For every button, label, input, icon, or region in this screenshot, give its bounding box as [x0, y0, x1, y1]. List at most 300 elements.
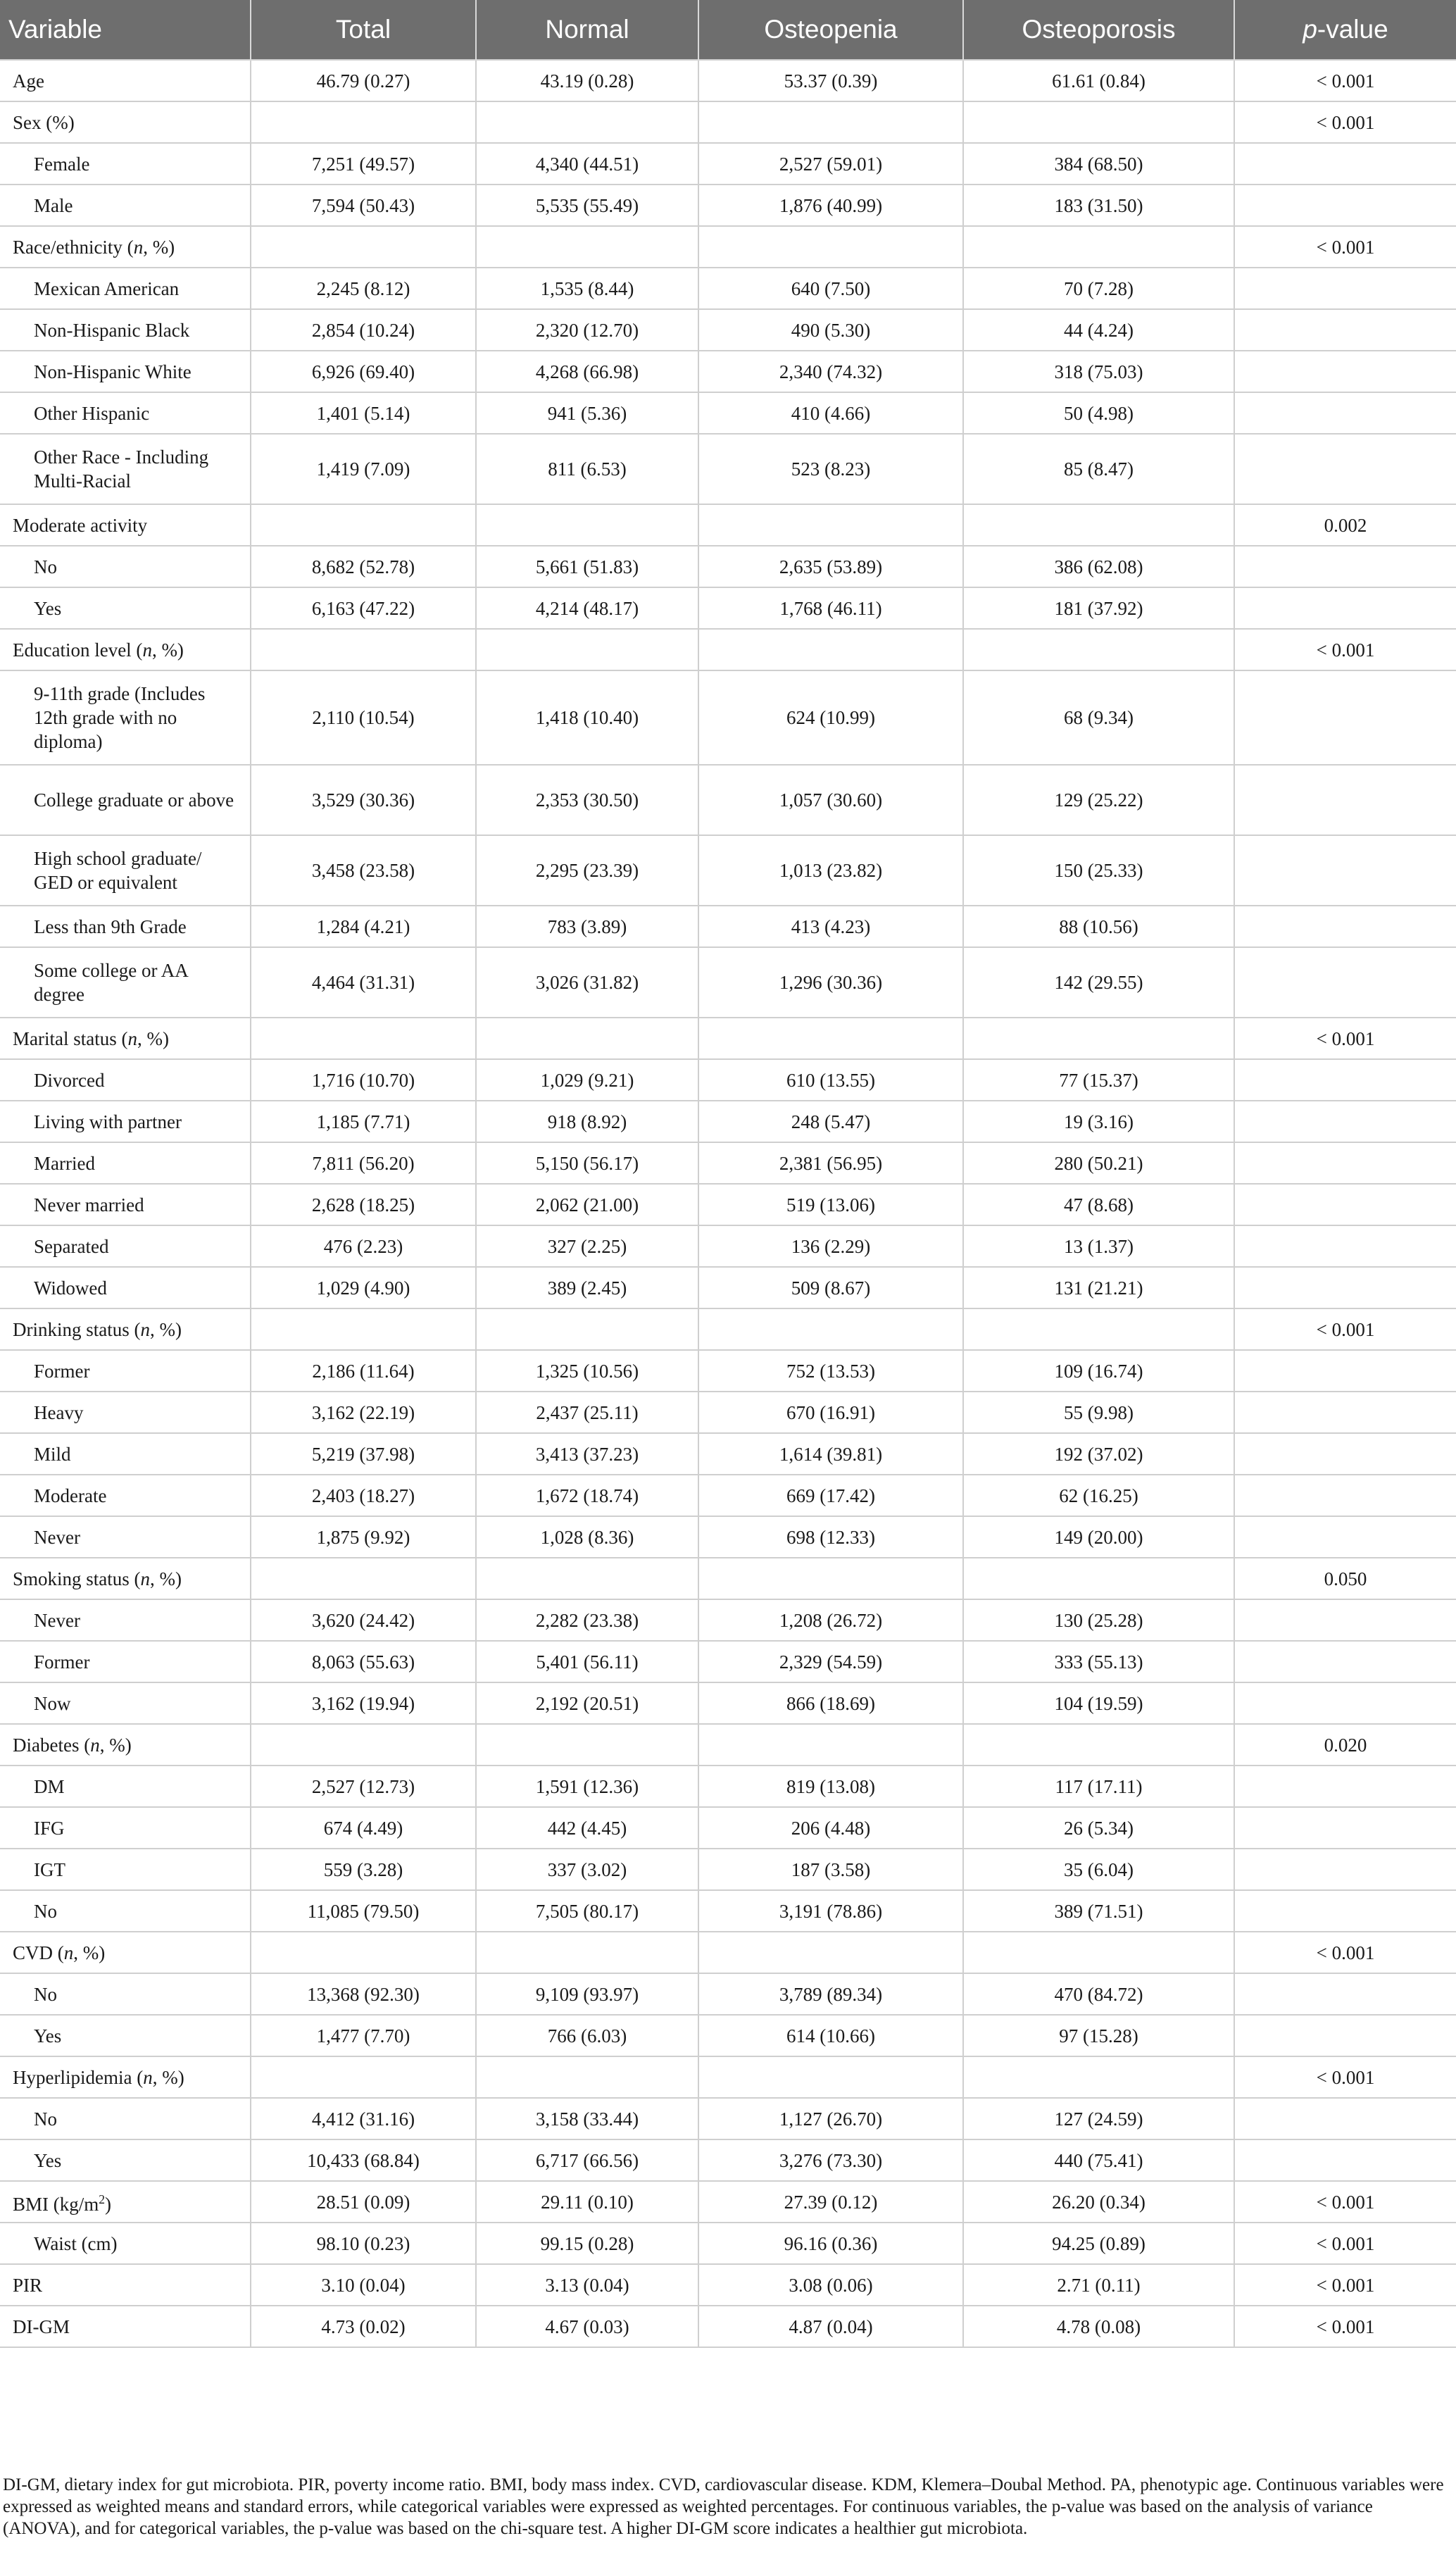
table-row	[0, 1059, 1456, 1101]
cell-normal: 2,192 (20.51)	[476, 1682, 698, 1724]
cell-normal: 3,413 (37.23)	[476, 1433, 698, 1475]
header-p-value	[1234, 0, 1456, 60]
cell-p-value: < 0.001	[1234, 226, 1456, 268]
cell-osteopenia: 1,768 (46.11)	[698, 587, 963, 629]
cell-osteopenia: 509 (8.67)	[698, 1267, 963, 1308]
cell-p-value	[1234, 1807, 1456, 1849]
cell-variable: Diabetes (n, %)	[0, 1724, 251, 1766]
cell-osteoporosis: 47 (8.68)	[963, 1184, 1234, 1225]
cell-normal: 6,717 (66.56)	[476, 2139, 698, 2181]
table-row	[0, 1142, 1456, 1184]
table-row	[0, 546, 1456, 587]
cell-osteoporosis: 142 (29.55)	[963, 947, 1234, 1018]
table-row	[0, 670, 1456, 765]
table-row	[0, 1766, 1456, 1807]
cell-normal: 2,282 (23.38)	[476, 1599, 698, 1641]
cell-variable: No	[0, 2098, 251, 2139]
cell-total	[251, 1018, 476, 1059]
cell-osteoporosis	[963, 1308, 1234, 1350]
cell-total: 2,403 (18.27)	[251, 1475, 476, 1516]
table-row	[0, 1267, 1456, 1308]
cell-osteoporosis: 35 (6.04)	[963, 1849, 1234, 1890]
table-row	[0, 1973, 1456, 2015]
table-row	[0, 1890, 1456, 1932]
cell-osteoporosis: 386 (62.08)	[963, 546, 1234, 587]
cell-p-value	[1234, 1142, 1456, 1184]
cell-p-value	[1234, 1890, 1456, 1932]
table-row	[0, 185, 1456, 226]
cell-variable: Former	[0, 1350, 251, 1392]
cell-p-value	[1234, 1350, 1456, 1392]
table-row	[0, 1433, 1456, 1475]
cell-normal: 43.19 (0.28)	[476, 60, 698, 101]
cell-total: 11,085 (79.50)	[251, 1890, 476, 1932]
cell-p-value	[1234, 670, 1456, 765]
cell-variable: Yes	[0, 2139, 251, 2181]
cell-osteopenia: 27.39 (0.12)	[698, 2181, 963, 2223]
cell-normal: 918 (8.92)	[476, 1101, 698, 1142]
table-row	[0, 587, 1456, 629]
cell-osteoporosis: 117 (17.11)	[963, 1766, 1234, 1807]
cell-osteopenia: 1,057 (30.60)	[698, 765, 963, 835]
cell-osteopenia	[698, 504, 963, 546]
cell-total: 6,163 (47.22)	[251, 587, 476, 629]
cell-osteoporosis: 131 (21.21)	[963, 1267, 1234, 1308]
cell-variable: Mild	[0, 1433, 251, 1475]
cell-osteopenia: 2,381 (56.95)	[698, 1142, 963, 1184]
cell-normal	[476, 2056, 698, 2098]
cell-p-value	[1234, 1475, 1456, 1516]
cell-osteoporosis: 470 (84.72)	[963, 1973, 1234, 2015]
header-row	[0, 0, 1456, 60]
cell-osteopenia: 1,013 (23.82)	[698, 835, 963, 906]
cell-normal: 3,158 (33.44)	[476, 2098, 698, 2139]
cell-normal	[476, 101, 698, 143]
table-row	[0, 60, 1456, 101]
cell-variable: Race/ethnicity (n, %)	[0, 226, 251, 268]
cell-osteoporosis: 62 (16.25)	[963, 1475, 1234, 1516]
cell-variable: Heavy	[0, 1392, 251, 1433]
cell-p-value	[1234, 1849, 1456, 1890]
cell-normal: 5,401 (56.11)	[476, 1641, 698, 1682]
cell-osteoporosis: 280 (50.21)	[963, 1142, 1234, 1184]
cell-normal: 5,535 (55.49)	[476, 185, 698, 226]
table-footnote: DI-GM, dietary index for gut microbiota. PIR, poverty income ratio. BMI, body mass index. CVD, cardiovascular disease. KDM, Klemera–Doubal Method. PA, phenotypic age. Continuous variables were expressed as weighted means and standard errors, while categorical variables were expressed as weighted percentages. For continuous variables, the p-value was based on the analysis of variance (ANOVA), and for categorical variables, the p-value was based on the chi-square test. A higher DI-GM score indicates a healthier gut microbiota.	[3, 2475, 1444, 2538]
cell-total: 3.10 (0.04)	[251, 2264, 476, 2306]
cell-osteoporosis	[963, 629, 1234, 670]
table-row	[0, 101, 1456, 143]
cell-osteoporosis: 384 (68.50)	[963, 143, 1234, 185]
table-row	[0, 2056, 1456, 2098]
table-row	[0, 947, 1456, 1018]
cell-osteoporosis	[963, 226, 1234, 268]
cell-total: 1,284 (4.21)	[251, 906, 476, 947]
cell-p-value: < 0.001	[1234, 1308, 1456, 1350]
header-normal: Normal	[476, 0, 698, 60]
cell-total: 6,926 (69.40)	[251, 351, 476, 392]
cell-normal: 9,109 (93.97)	[476, 1973, 698, 2015]
table-row	[0, 143, 1456, 185]
table-row	[0, 504, 1456, 546]
cell-total: 7,811 (56.20)	[251, 1142, 476, 1184]
table-row	[0, 1558, 1456, 1599]
cell-variable: Age	[0, 60, 251, 101]
cell-osteoporosis: 183 (31.50)	[963, 185, 1234, 226]
header-variable: Variable	[0, 0, 251, 60]
cell-p-value	[1234, 1516, 1456, 1558]
cell-total: 1,716 (10.70)	[251, 1059, 476, 1101]
cell-p-value	[1234, 2098, 1456, 2139]
header-osteoporosis: Osteoporosis	[963, 0, 1234, 60]
header-osteopenia: Osteopenia	[698, 0, 963, 60]
cell-osteoporosis: 77 (15.37)	[963, 1059, 1234, 1101]
header-total: Total	[251, 0, 476, 60]
cell-variable: Never	[0, 1599, 251, 1641]
cell-normal: 1,535 (8.44)	[476, 268, 698, 309]
cell-total: 7,251 (49.57)	[251, 143, 476, 185]
cell-total: 3,162 (19.94)	[251, 1682, 476, 1724]
table-row	[0, 351, 1456, 392]
cell-variable: IGT	[0, 1849, 251, 1890]
cell-p-value	[1234, 2139, 1456, 2181]
cell-osteopenia: 670 (16.91)	[698, 1392, 963, 1433]
cell-p-value	[1234, 143, 1456, 185]
cell-p-value	[1234, 1225, 1456, 1267]
cell-p-value	[1234, 1059, 1456, 1101]
table-row	[0, 2223, 1456, 2264]
cell-osteopenia	[698, 2056, 963, 2098]
table-row	[0, 1516, 1456, 1558]
cell-p-value	[1234, 1433, 1456, 1475]
cell-total	[251, 1932, 476, 1973]
cell-normal: 5,661 (51.83)	[476, 546, 698, 587]
cell-osteopenia: 698 (12.33)	[698, 1516, 963, 1558]
cell-osteopenia: 187 (3.58)	[698, 1849, 963, 1890]
cell-osteopenia: 1,296 (30.36)	[698, 947, 963, 1018]
table-row	[0, 1184, 1456, 1225]
cell-osteopenia: 752 (13.53)	[698, 1350, 963, 1392]
cell-variable: Sex (%)	[0, 101, 251, 143]
table-row	[0, 629, 1456, 670]
table-body	[0, 60, 1456, 2347]
cell-osteoporosis: 2.71 (0.11)	[963, 2264, 1234, 2306]
cell-p-value	[1234, 1766, 1456, 1807]
cell-normal: 3,026 (31.82)	[476, 947, 698, 1018]
cell-variable: PIR	[0, 2264, 251, 2306]
cell-variable: Now	[0, 1682, 251, 1724]
cell-variable: Other Hispanic	[0, 392, 251, 434]
cell-osteoporosis: 61.61 (0.84)	[963, 60, 1234, 101]
cell-osteopenia: 523 (8.23)	[698, 434, 963, 504]
cell-p-value	[1234, 906, 1456, 947]
cell-normal: 4,340 (44.51)	[476, 143, 698, 185]
cell-p-value	[1234, 268, 1456, 309]
cell-normal	[476, 1308, 698, 1350]
cell-osteopenia: 2,527 (59.01)	[698, 143, 963, 185]
cell-variable: Never married	[0, 1184, 251, 1225]
table-row	[0, 1849, 1456, 1890]
cell-osteopenia	[698, 1724, 963, 1766]
table-row	[0, 2098, 1456, 2139]
cell-normal: 4,214 (48.17)	[476, 587, 698, 629]
cell-variable: Drinking status (n, %)	[0, 1308, 251, 1350]
cell-variable: Some college or AA degree	[0, 947, 251, 1018]
cell-osteopenia: 519 (13.06)	[698, 1184, 963, 1225]
cell-total: 3,458 (23.58)	[251, 835, 476, 906]
cell-total: 28.51 (0.09)	[251, 2181, 476, 2223]
cell-variable: Living with partner	[0, 1101, 251, 1142]
cell-normal: 766 (6.03)	[476, 2015, 698, 2056]
table-row	[0, 1018, 1456, 1059]
cell-osteopenia: 3,789 (89.34)	[698, 1973, 963, 2015]
cell-p-value	[1234, 1599, 1456, 1641]
cell-total: 3,620 (24.42)	[251, 1599, 476, 1641]
cell-total	[251, 629, 476, 670]
cell-normal: 1,418 (10.40)	[476, 670, 698, 765]
cell-osteopenia: 669 (17.42)	[698, 1475, 963, 1516]
cell-osteoporosis: 440 (75.41)	[963, 2139, 1234, 2181]
cell-total: 674 (4.49)	[251, 1807, 476, 1849]
table-row	[0, 1724, 1456, 1766]
cell-total: 476 (2.23)	[251, 1225, 476, 1267]
cell-normal: 941 (5.36)	[476, 392, 698, 434]
cell-normal	[476, 1018, 698, 1059]
cell-osteoporosis: 13 (1.37)	[963, 1225, 1234, 1267]
cell-normal: 3.13 (0.04)	[476, 2264, 698, 2306]
cell-p-value: < 0.001	[1234, 1018, 1456, 1059]
table-row	[0, 1350, 1456, 1392]
cell-variable: Male	[0, 185, 251, 226]
cell-p-value	[1234, 1184, 1456, 1225]
cell-total	[251, 1558, 476, 1599]
cell-osteopenia	[698, 1932, 963, 1973]
cell-normal	[476, 1558, 698, 1599]
cell-p-value: < 0.001	[1234, 629, 1456, 670]
cell-osteopenia: 819 (13.08)	[698, 1766, 963, 1807]
cell-total: 1,401 (5.14)	[251, 392, 476, 434]
cell-total: 1,875 (9.92)	[251, 1516, 476, 1558]
cell-osteoporosis	[963, 101, 1234, 143]
cell-variable: IFG	[0, 1807, 251, 1849]
cell-osteopenia: 1,208 (26.72)	[698, 1599, 963, 1641]
cell-p-value	[1234, 1682, 1456, 1724]
cell-normal: 1,672 (18.74)	[476, 1475, 698, 1516]
table-row	[0, 309, 1456, 351]
cell-p-value: 0.020	[1234, 1724, 1456, 1766]
cell-normal: 2,437 (25.11)	[476, 1392, 698, 1433]
cell-osteoporosis: 70 (7.28)	[963, 268, 1234, 309]
cell-normal	[476, 226, 698, 268]
cell-osteopenia	[698, 1018, 963, 1059]
cell-osteopenia: 3,191 (78.86)	[698, 1890, 963, 1932]
cell-variable: No	[0, 1890, 251, 1932]
cell-osteopenia: 206 (4.48)	[698, 1807, 963, 1849]
cell-osteopenia	[698, 1558, 963, 1599]
cell-total: 4,412 (31.16)	[251, 2098, 476, 2139]
cell-variable: Education level (n, %)	[0, 629, 251, 670]
cell-normal: 2,295 (23.39)	[476, 835, 698, 906]
table-row	[0, 226, 1456, 268]
cell-p-value	[1234, 2015, 1456, 2056]
cell-p-value: 0.050	[1234, 1558, 1456, 1599]
cell-total: 4.73 (0.02)	[251, 2306, 476, 2347]
cell-osteopenia: 624 (10.99)	[698, 670, 963, 765]
cell-osteopenia: 3.08 (0.06)	[698, 2264, 963, 2306]
cell-total: 8,063 (55.63)	[251, 1641, 476, 1682]
cell-normal	[476, 1932, 698, 1973]
cell-p-value: < 0.001	[1234, 1932, 1456, 1973]
cell-osteopenia: 1,614 (39.81)	[698, 1433, 963, 1475]
cell-osteoporosis: 127 (24.59)	[963, 2098, 1234, 2139]
cell-total: 1,477 (7.70)	[251, 2015, 476, 2056]
table-row	[0, 2015, 1456, 2056]
cell-normal: 7,505 (80.17)	[476, 1890, 698, 1932]
cell-total	[251, 1308, 476, 1350]
cell-total: 1,185 (7.71)	[251, 1101, 476, 1142]
cell-total: 559 (3.28)	[251, 1849, 476, 1890]
cell-osteopenia: 2,635 (53.89)	[698, 546, 963, 587]
table-row	[0, 268, 1456, 309]
cell-normal: 1,028 (8.36)	[476, 1516, 698, 1558]
cell-variable: Former	[0, 1641, 251, 1682]
cell-osteoporosis: 129 (25.22)	[963, 765, 1234, 835]
table-row	[0, 765, 1456, 835]
cell-total	[251, 2056, 476, 2098]
cell-variable: DM	[0, 1766, 251, 1807]
cell-osteopenia: 640 (7.50)	[698, 268, 963, 309]
cell-normal: 783 (3.89)	[476, 906, 698, 947]
cell-total: 3,162 (22.19)	[251, 1392, 476, 1433]
cell-p-value	[1234, 351, 1456, 392]
table-row	[0, 1641, 1456, 1682]
cell-osteopenia	[698, 101, 963, 143]
table-row	[0, 1932, 1456, 1973]
cell-variable: CVD (n, %)	[0, 1932, 251, 1973]
cell-total: 5,219 (37.98)	[251, 1433, 476, 1475]
cell-variable: College graduate or above	[0, 765, 251, 835]
cell-p-value	[1234, 434, 1456, 504]
cell-osteoporosis: 94.25 (0.89)	[963, 2223, 1234, 2264]
cell-variable: Married	[0, 1142, 251, 1184]
cell-osteoporosis	[963, 2056, 1234, 2098]
cell-osteoporosis: 192 (37.02)	[963, 1433, 1234, 1475]
cell-variable: Mexican American	[0, 268, 251, 309]
cell-osteopenia: 3,276 (73.30)	[698, 2139, 963, 2181]
table-row	[0, 2181, 1456, 2223]
cell-p-value: < 0.001	[1234, 2223, 1456, 2264]
cell-normal: 4.67 (0.03)	[476, 2306, 698, 2347]
cell-normal: 1,029 (9.21)	[476, 1059, 698, 1101]
cell-p-value	[1234, 1641, 1456, 1682]
cell-normal: 2,062 (21.00)	[476, 1184, 698, 1225]
cell-variable: 9-11th grade (Includes 12th grade with no diploma)	[0, 670, 251, 765]
header-p-letter: p	[1303, 15, 1317, 44]
cell-osteopenia: 1,876 (40.99)	[698, 185, 963, 226]
cell-p-value	[1234, 765, 1456, 835]
cell-normal: 4,268 (66.98)	[476, 351, 698, 392]
cell-osteoporosis: 85 (8.47)	[963, 434, 1234, 504]
table-row	[0, 392, 1456, 434]
cell-variable: Non-Hispanic White	[0, 351, 251, 392]
cell-total: 2,186 (11.64)	[251, 1350, 476, 1392]
cell-p-value	[1234, 185, 1456, 226]
cell-variable: No	[0, 1973, 251, 2015]
cell-osteoporosis: 68 (9.34)	[963, 670, 1234, 765]
table-row	[0, 1101, 1456, 1142]
table-header	[0, 0, 1456, 60]
cell-osteoporosis: 109 (16.74)	[963, 1350, 1234, 1392]
cell-osteopenia: 413 (4.23)	[698, 906, 963, 947]
cell-p-value	[1234, 1973, 1456, 2015]
cell-normal: 389 (2.45)	[476, 1267, 698, 1308]
cell-variable: Smoking status (n, %)	[0, 1558, 251, 1599]
header-value-suffix: -value	[1317, 15, 1388, 44]
cell-total: 13,368 (92.30)	[251, 1973, 476, 2015]
cell-total: 2,245 (8.12)	[251, 268, 476, 309]
cell-p-value: 0.002	[1234, 504, 1456, 546]
table-row	[0, 2139, 1456, 2181]
cell-p-value: < 0.001	[1234, 60, 1456, 101]
cell-total	[251, 226, 476, 268]
cell-osteopenia: 610 (13.55)	[698, 1059, 963, 1101]
cell-osteoporosis: 181 (37.92)	[963, 587, 1234, 629]
cell-osteoporosis: 97 (15.28)	[963, 2015, 1234, 2056]
cell-osteoporosis: 130 (25.28)	[963, 1599, 1234, 1641]
cell-variable: Non-Hispanic Black	[0, 309, 251, 351]
cell-p-value	[1234, 392, 1456, 434]
cell-variable: DI-GM	[0, 2306, 251, 2347]
cell-p-value	[1234, 1267, 1456, 1308]
cell-osteopenia: 410 (4.66)	[698, 392, 963, 434]
cell-p-value: < 0.001	[1234, 2264, 1456, 2306]
table-row	[0, 1308, 1456, 1350]
cell-total	[251, 101, 476, 143]
cell-total: 3,529 (30.36)	[251, 765, 476, 835]
table-row	[0, 906, 1456, 947]
cell-osteoporosis: 55 (9.98)	[963, 1392, 1234, 1433]
cell-osteopenia: 490 (5.30)	[698, 309, 963, 351]
cell-normal: 99.15 (0.28)	[476, 2223, 698, 2264]
cell-variable: Waist (cm)	[0, 2223, 251, 2264]
cell-variable: BMI $(kg/m^2)$	[0, 2181, 251, 2223]
cell-osteoporosis: 88 (10.56)	[963, 906, 1234, 947]
cell-normal: 5,150 (56.17)	[476, 1142, 698, 1184]
cell-osteoporosis	[963, 1724, 1234, 1766]
cell-osteopenia: 1,127 (26.70)	[698, 2098, 963, 2139]
cell-normal: 327 (2.25)	[476, 1225, 698, 1267]
table-row	[0, 835, 1456, 906]
table-row	[0, 1475, 1456, 1516]
cell-osteoporosis	[963, 504, 1234, 546]
cell-normal: 811 (6.53)	[476, 434, 698, 504]
cell-osteopenia: 2,329 (54.59)	[698, 1641, 963, 1682]
cell-total	[251, 1724, 476, 1766]
cell-total: 2,110 (10.54)	[251, 670, 476, 765]
table-row	[0, 1807, 1456, 1849]
cell-osteoporosis: 4.78 (0.08)	[963, 2306, 1234, 2347]
cell-osteopenia	[698, 1308, 963, 1350]
cell-total: 10,433 (68.84)	[251, 2139, 476, 2181]
cell-variable: Divorced	[0, 1059, 251, 1101]
cell-p-value	[1234, 947, 1456, 1018]
cell-osteopenia: 136 (2.29)	[698, 1225, 963, 1267]
cell-total: 98.10 (0.23)	[251, 2223, 476, 2264]
cell-osteoporosis: 26.20 (0.34)	[963, 2181, 1234, 2223]
cell-osteoporosis: 26 (5.34)	[963, 1807, 1234, 1849]
cell-total: 8,682 (52.78)	[251, 546, 476, 587]
cell-p-value: < 0.001	[1234, 2306, 1456, 2347]
cell-variable: Less than 9th Grade	[0, 906, 251, 947]
